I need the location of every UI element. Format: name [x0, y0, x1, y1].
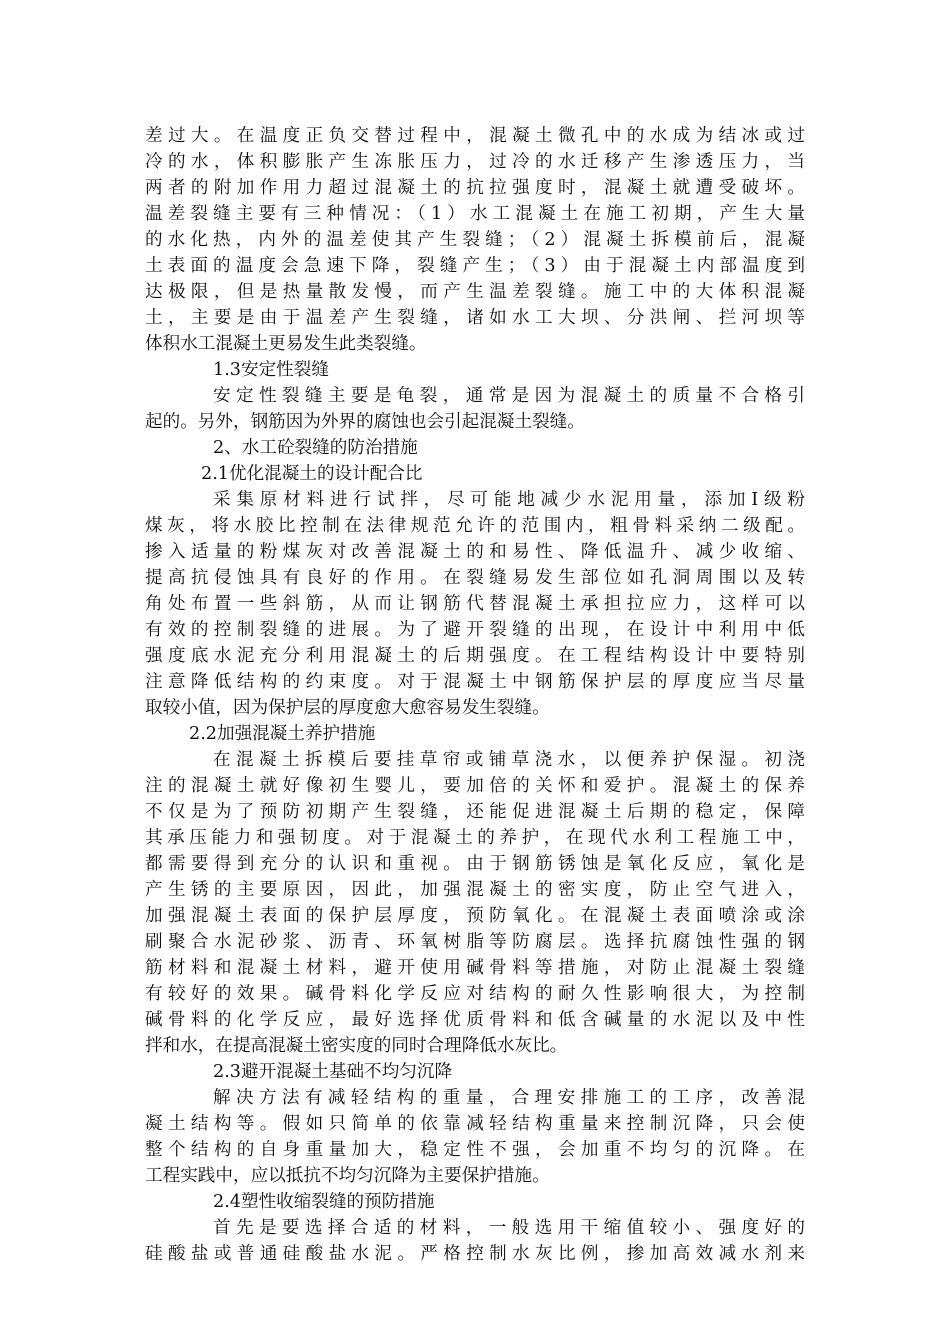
text-line: 整个结构的自身重量加大，稳定性不强，会加重不均匀的沉降。在	[145, 1140, 805, 1160]
text-line: 采集原材料进行试拌，尽可能地减少水泥用量，添加Ⅰ级粉	[213, 490, 805, 510]
text-line: 2.4塑性收缩裂缝的预防措施	[213, 1192, 435, 1212]
text-line: 提高抗侵蚀具有良好的作用。在裂缝易发生部位如孔洞周围以及转	[145, 568, 805, 588]
text-line: 硅酸盐或普通硅酸盐水泥。严格控制水灰比例，掺加高效减水剂来	[145, 1244, 805, 1264]
text-line: 2、水工砼裂缝的防治措施	[213, 438, 418, 458]
text-line: 碱骨料的化学反应，最好选择优质骨料和低含碱量的水泥以及中性	[145, 1010, 805, 1030]
text-line: 角处布置一些斜筋，从而让钢筋代替混凝土承担拉应力，这样可以	[145, 594, 805, 614]
text-line: 筋材料和混凝土材料，避开使用碱骨料等措施，对防止混凝土裂缝	[145, 958, 805, 978]
text-line: 温差裂缝主要有三种情况：（1）水工混凝土在施工初期，产生大量	[145, 204, 805, 224]
text-line: 有效的控制裂缝的进展。为了避开裂缝的出现，在设计中利用中低	[145, 620, 805, 640]
text-line: 冷的水，体积膨胀产生冻胀压力，过冷的水迁移产生渗透压力，当	[145, 152, 805, 172]
document-body	[145, 123, 805, 1267]
text-line: 的水化热，内外的温差使其产生裂缝；（2）混凝土拆模前后，混凝	[145, 230, 805, 250]
text-line: 安定性裂缝主要是龟裂，通常是因为混凝土的质量不合格引	[213, 386, 805, 406]
text-line: 刷聚合水泥砂浆、沥青、环氧树脂等防腐层。选择抗腐蚀性强的钢	[145, 932, 805, 952]
text-line: 取较小值，因为保护层的厚度愈大愈容易发生裂缝。	[145, 698, 550, 718]
text-line: 工程实践中，应以抵抗不均匀沉降为主要保护措施。	[145, 1166, 550, 1186]
text-line: 达极限，但是热量散发慢，而产生温差裂缝。施工中的大体积混凝	[145, 282, 805, 302]
text-line: 掺入适量的粉煤灰对改善混凝土的和易性、降低温升、减少收缩、	[145, 542, 805, 562]
text-line: 差过大。在温度正负交替过程中，混凝土微孔中的水成为结冰或过	[145, 126, 805, 146]
text-line: 强度底水泥充分利用混凝土的后期强度。在工程结构设计中要特别	[145, 646, 805, 666]
text-line: 加强混凝土表面的保护层厚度，预防氧化。在混凝土表面喷涂或涂	[145, 906, 805, 926]
text-line: 其承压能力和强韧度。对于混凝土的养护，在现代水利工程施工中，	[145, 828, 805, 848]
text-line: 两者的附加作用力超过混凝土的抗拉强度时，混凝土就遭受破坏。	[145, 178, 805, 198]
text-line: 2.3避开混凝土基础不均匀沉降	[213, 1062, 453, 1082]
text-line: 土，主要是由于温差产生裂缝，诸如水工大坝、分洪闸、拦河坝等	[145, 308, 805, 328]
text-line: 解决方法有减轻结构的重量，合理安排施工的工序，改善混	[213, 1088, 805, 1108]
text-line: 凝土结构等。假如只简单的依靠减轻结构重量来控制沉降，只会使	[145, 1114, 805, 1134]
text-line: 拌和水，在提高混凝土密实度的同时合理降低水灰比。	[145, 1036, 568, 1056]
text-line: 土表面的温度会急速下降，裂缝产生；（3）由于混凝土内部温度到	[145, 256, 805, 276]
text-line: 起的。另外，钢筋因为外界的腐蚀也会引起混凝土裂缝。	[145, 412, 585, 432]
text-line: 1.3安定性裂缝	[213, 360, 329, 380]
text-line: 体积水工混凝土更易发生此类裂缝。	[145, 334, 427, 354]
text-line: 煤灰，将水胶比控制在法律规范允许的范围内，粗骨料采纳二级配。	[145, 516, 805, 536]
text-line: 注意降低结构的约束度。对于混凝土中钢筋保护层的厚度应当尽量	[145, 672, 805, 692]
text-line: 有较好的效果。碱骨料化学反应对结构的耐久性影响很大，为控制	[145, 984, 805, 1004]
text-line: 产生锈的主要原因，因此，加强混凝土的密实度，防止空气进入，	[145, 880, 805, 900]
text-line: 在混凝土拆模后要挂草帘或铺草浇水，以便养护保湿。初浇	[213, 750, 805, 770]
text-line: 注的混凝土就好像初生婴儿，要加倍的关怀和爱护。混凝土的保养	[145, 776, 805, 796]
text-line: 都需要得到充分的认识和重视。由于钢筋锈蚀是氧化反应，氧化是	[145, 854, 805, 874]
text-line: 首先是要选择合适的材料，一般选用干缩值较小、强度好的	[213, 1218, 805, 1238]
text-line: 不仅是为了预防初期产生裂缝，还能促进混凝土后期的稳定，保障	[145, 802, 805, 822]
text-line: 2.2加强混凝土养护措施	[189, 724, 376, 744]
text-line: 2.1优化混凝土的设计配合比	[201, 464, 423, 484]
